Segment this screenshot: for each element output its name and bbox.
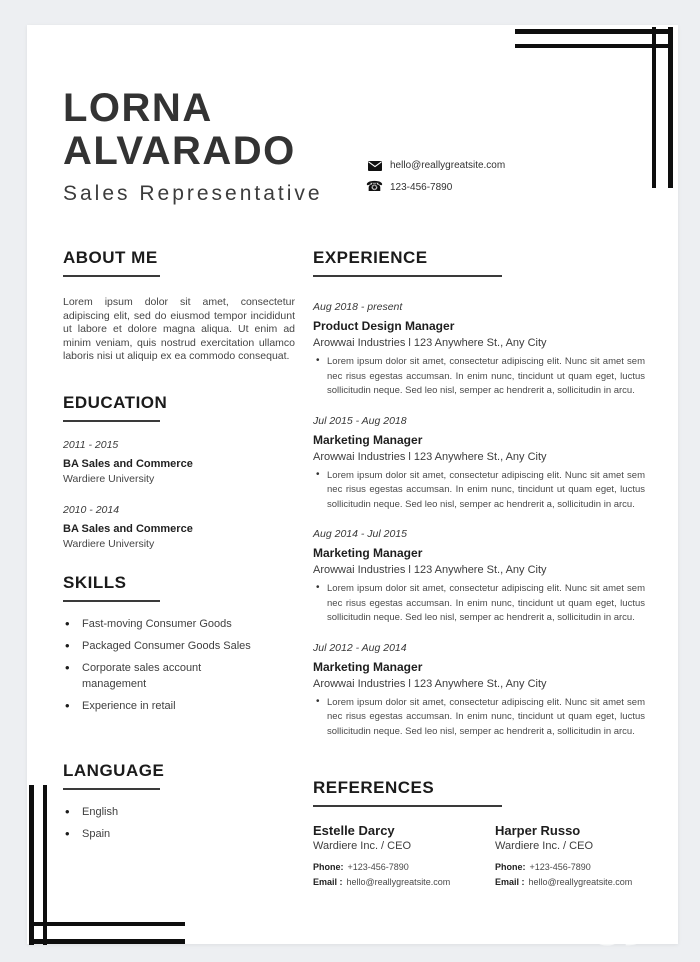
corner-line-bottom-left	[29, 785, 34, 945]
email-label: Email :	[313, 877, 343, 887]
skill-text: Fast-moving Consumer Goods	[82, 617, 232, 630]
contact-phone: 123-456-7890	[390, 182, 453, 193]
education-heading: EDUCATION	[63, 392, 168, 412]
contact-email: hello@reallygreatsite.com	[390, 160, 506, 171]
haraj-watermark-text: حراج	[591, 906, 673, 946]
job-company: Arowwai Industries l 123 Anywhere St., Any City	[313, 450, 547, 463]
reference-card	[495, 822, 645, 890]
job-entry	[313, 642, 645, 740]
job-title: Product Design Manager	[313, 319, 455, 333]
experience-section	[313, 248, 645, 739]
job-entry	[313, 528, 645, 626]
education-dates: 2010 - 2014	[63, 503, 120, 516]
reference-email-line	[313, 875, 495, 890]
person-name-line1: LORNA	[63, 86, 213, 130]
skill-text: Experience in retail	[82, 699, 176, 712]
corner-line-top-right	[515, 44, 673, 48]
reference-name: Estelle Darcy	[313, 823, 395, 838]
education-item	[63, 503, 295, 551]
job-description: • Lorem ipsum dolor sit amet, consectetur adipiscing elit. Nunc sit amet sem nec risus egestas accumsan. In enim nunc, tincidunt ut quam eget, luctus sollicitudin neque. Sed leo nisl, semper ac hendrerit a, sollicitudin in arcu.	[313, 582, 645, 626]
skill-text: Packaged Consumer Goods Sales	[82, 639, 251, 652]
reference-phone: +123-456-7890	[529, 862, 591, 872]
job-dates: Aug 2018 - present	[313, 301, 403, 313]
skills-heading: SKILLS	[63, 572, 127, 592]
person-job-title: Sales Representative	[63, 182, 323, 205]
education-school: Wardiere University	[63, 472, 155, 485]
envelope-icon	[367, 159, 382, 172]
job-company: Arowwai Industries l 123 Anywhere St., Any City	[313, 337, 547, 349]
references-row	[313, 822, 645, 890]
references-heading: REFERENCES	[313, 778, 435, 797]
education-dates: 2011 - 2015	[63, 438, 119, 451]
language-section	[63, 761, 295, 842]
job-dates: Aug 2014 - Jul 2015	[313, 528, 407, 540]
reference-phone-line	[495, 860, 645, 875]
left-column	[63, 248, 295, 890]
job-company: Arowwai Industries l 123 Anywhere St., Any City	[313, 677, 547, 690]
skills-underline	[63, 600, 160, 602]
corner-line-bottom-left	[29, 939, 185, 944]
education-section	[63, 393, 295, 551]
reference-email-line	[495, 875, 645, 890]
corner-line-top-right	[668, 27, 673, 188]
skills-list	[63, 616, 295, 714]
right-column	[313, 248, 645, 890]
reference-phone-line	[313, 860, 495, 875]
reference-phone: +123-456-7890	[347, 862, 409, 872]
contact-phone-row	[367, 181, 505, 194]
about-underline	[63, 275, 160, 277]
job-title: Marketing Manager	[313, 546, 423, 560]
skill-item	[63, 660, 295, 692]
language-list	[63, 804, 295, 842]
skills-section	[63, 573, 295, 714]
reference-email: hello@reallygreatsite.com	[346, 877, 451, 887]
education-degree: BA Sales and Commerce	[63, 457, 193, 470]
education-item	[63, 438, 295, 486]
job-title: Marketing Manager	[313, 659, 423, 674]
resume-header	[27, 25, 678, 207]
education-school: Wardiere University	[63, 537, 155, 550]
job-dates: Jul 2012 - Aug 2014	[313, 641, 407, 654]
language-item: • English	[63, 804, 295, 820]
education-degree: BA Sales and Commerce	[63, 522, 193, 535]
experience-underline	[313, 275, 502, 277]
about-section	[63, 248, 295, 364]
reference-contacts	[313, 860, 495, 890]
job-description: • Lorem ipsum dolor sit amet, consectetur adipiscing elit. Nunc sit amet sem nec risus egestas accumsan. In enim nunc, tincidunt ut quam eget, luctus sollicitudin neque. Sed leo nisl, semper ac hendrerit a, sollicitudin in arcu.	[313, 355, 645, 399]
contact-block	[367, 159, 505, 203]
email-label: Email :	[495, 877, 525, 887]
skill-item	[63, 638, 295, 654]
content-columns	[27, 248, 678, 890]
corner-line-bottom-left	[43, 785, 47, 945]
reference-role: Wardiere Inc. / CEO	[495, 840, 594, 852]
language-underline	[63, 788, 160, 790]
about-text: Lorem ipsum dolor sit amet, consectetur adipiscing elit, sed do eiusmod tempor incididunt ut labore et dolore magna aliqua. Ut enim ad minim veniam, quis nostrud exercitation ullamco laboris nisi ut aliquip ex ea commodo consequat.	[63, 296, 295, 362]
telephone-icon: ☎	[365, 179, 384, 195]
reference-email: hello@reallygreatsite.com	[528, 877, 633, 887]
job-company: Arowwai Industries l 123 Anywhere St., Any City	[313, 564, 547, 576]
reference-role: Wardiere Inc. / CEO	[313, 840, 412, 852]
references-underline	[313, 805, 502, 807]
job-description: • Lorem ipsum dolor sit amet, consectetur adipiscing elit. Nunc sit amet sem nec risus egestas accumsan. In enim nunc, tincidunt ut quam eget, luctus sollicitudin neque. Sed leo nisl, semper ac hendrerit a, sollicitudin in arcu.	[313, 696, 645, 740]
contact-email-row	[367, 159, 505, 172]
resume-page	[27, 25, 678, 944]
language-item: • Spain	[63, 826, 295, 842]
person-name-line2: ALVARADO	[63, 129, 296, 173]
job-description: • Lorem ipsum dolor sit amet, consectetur adipiscing elit. Nunc sit amet sem nec risus egestas accumsan. In enim nunc, tincidunt ut quam eget, luctus sollicitudin neque. Sed leo nisl, semper ac hendrerit a, sollicitudin in arcu.	[313, 469, 645, 513]
reference-contacts	[495, 860, 645, 890]
reference-card	[313, 822, 495, 890]
skill-item	[63, 616, 295, 632]
job-dates: Jul 2015 - Aug 2018	[313, 414, 407, 427]
job-title: Marketing Manager	[313, 432, 423, 447]
corner-line-top-right	[515, 29, 673, 34]
phone-label: Phone:	[313, 862, 344, 872]
experience-heading: EXPERIENCE	[313, 248, 428, 267]
references-section	[313, 778, 645, 890]
job-entry	[313, 301, 645, 399]
phone-label: Phone:	[495, 862, 526, 872]
skill-item	[63, 698, 295, 714]
education-underline	[63, 420, 160, 422]
language-heading: LANGUAGE	[63, 760, 165, 780]
reference-name: Harper Russo	[495, 823, 581, 838]
skill-text: Corporate sales account management	[82, 661, 202, 690]
job-entry	[313, 415, 645, 513]
corner-line-top-right	[652, 27, 656, 188]
about-heading: ABOUT ME	[63, 248, 158, 267]
corner-line-bottom-left	[29, 922, 185, 926]
